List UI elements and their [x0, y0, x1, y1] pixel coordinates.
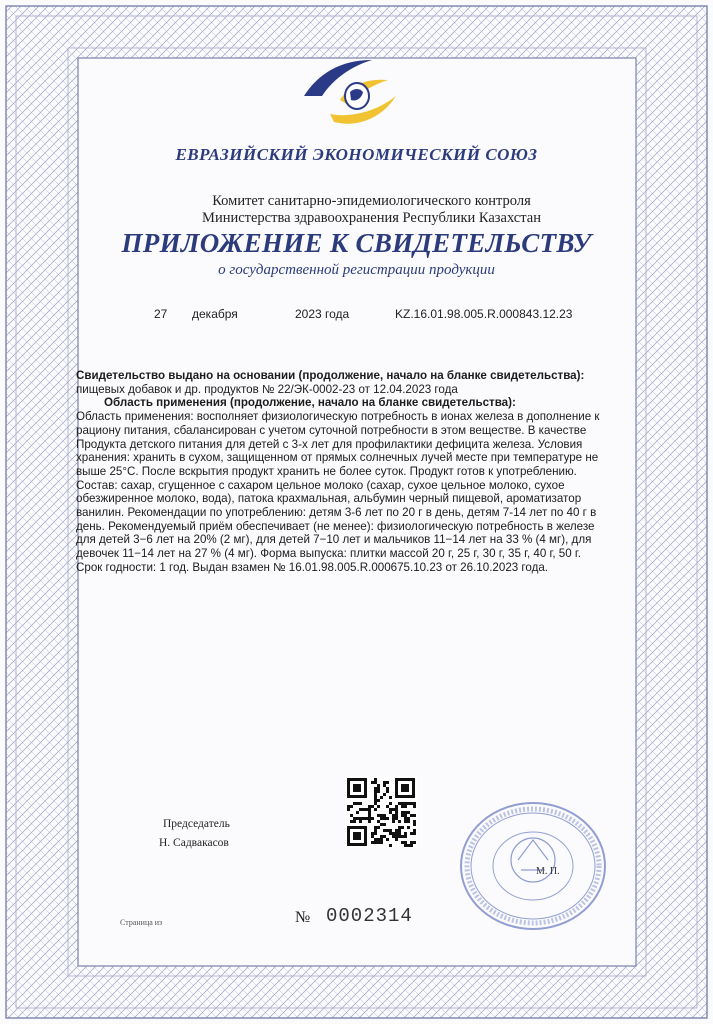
certificate-body: [76, 369, 638, 575]
committee-line-2: Министерства здравоохранения Республики Казахстан: [202, 210, 541, 226]
serial-number: 0002314: [326, 905, 413, 927]
body-line: Область применения: восполняет физиологическую потребность в ионах железа в дополнение к: [76, 410, 600, 424]
body-line: хранения: хранить в сухом, защищенном от прямых солнечных лучей месте при температуре не: [76, 451, 599, 465]
qr-code: [345, 776, 417, 848]
page-label: Страница из: [120, 918, 163, 927]
date-year: 2023 года: [295, 307, 350, 321]
date-month: декабря: [192, 307, 238, 321]
chairman-name: Н. Садвакасов: [159, 837, 229, 849]
organization-name: ЕВРАЗИЙСКИЙ ЭКОНОМИЧЕСКИЙ СОЮЗ: [175, 145, 538, 164]
body-line: обезжиренное молоко, вода), патока крахмальная, альбумин черный пищевой, ароматизатор: [76, 492, 582, 506]
document-title: ПРИЛОЖЕНИЕ К СВИДЕТЕЛЬСТВУ: [121, 228, 592, 258]
body-line: для детей 3−6 лет на 20% (2 мг), для детей 7−10 лет и мальчиков 11−14 лет на 33 % (4 мг), для: [76, 533, 592, 547]
body-line: ванилин. Рекомендации по употреблению: детям 3-6 лет по 20 г в день, детям 7-14 лет по 40 г в: [76, 506, 597, 520]
body-line: рациону питания, сбалансирован с учетом суточной потребности в этом веществе. В качестве: [76, 423, 587, 437]
registration-number: KZ.16.01.98.005.R.000843.12.23: [395, 307, 573, 321]
committee-line-1: Комитет санитарно-эпидемиологического контроля: [212, 193, 531, 209]
chairman-title: Председатель: [163, 818, 230, 830]
body-line: Продукта детского питания для детей с 3-х лет для профилактики дефицита железа. Условия: [76, 437, 583, 451]
body-line: Свидетельство выдано на основании (продолжение, начало на бланке свидетельства):: [76, 369, 585, 382]
body-line: пищевых добавок и др. продуктов № 22/ЭК-0002-23 от 12.04.2023 года: [76, 382, 458, 396]
body-line: девочек 11−14 лет на 27 % (4 мг). Форма выпуска: плитки массой 20 г, 25 г, 30 г, 35 г, 40 г, 50 г.: [76, 547, 581, 561]
body-line: Область применения (продолжение, начало на бланке свидетельства):: [104, 396, 516, 410]
body-line: выше 25°С. После вскрытия продукт хранить не более суток. Продукт готов к употреблению.: [76, 464, 577, 478]
body-line: день. Рекомендуемый приём обеспечивает (не менее): физиологическую потребность в железе: [76, 519, 595, 533]
official-seal: [458, 800, 608, 932]
body-line: Состав: сахар, сгущенное с сахаром цельное молоко (сахар, сухое цельное молоко, сухое: [76, 478, 565, 492]
date-day: 27: [154, 307, 168, 321]
eaeu-logo: [300, 56, 412, 128]
number-sign: №: [295, 909, 311, 926]
body-line: Срок годности: 1 год. Выдан взамен № 16.01.98.005.R.000675.10.23 от 26.10.2023 года.: [76, 560, 549, 574]
seal-label: М. П.: [536, 866, 560, 877]
document-subtitle: о государственной регистрации продукции: [218, 262, 495, 278]
